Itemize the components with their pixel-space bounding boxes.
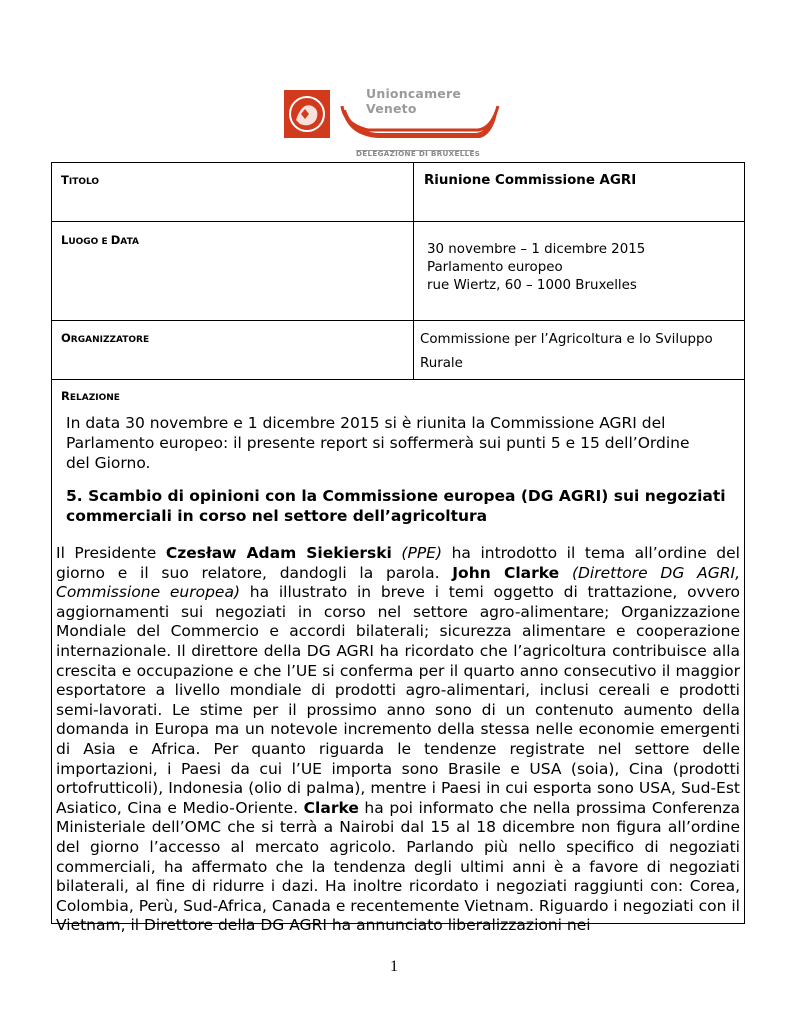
- organizer-line2: Rurale: [420, 356, 463, 371]
- title-value: Riunione Commissione AGRI: [424, 173, 637, 188]
- president-name: Czesław Adam Siekierski: [165, 544, 392, 562]
- speaker-role: (Direttore DG AGRI, Commissione europea): [56, 563, 740, 602]
- party: (PPE): [401, 544, 443, 562]
- delegation-label: DELEGAZIONE DI BRUXELLES: [356, 149, 481, 158]
- report-table: [51, 162, 745, 935]
- organizer-value: [420, 328, 713, 376]
- org-name-line2: Veneto: [366, 101, 417, 116]
- speaker-surname: Clarke: [303, 798, 359, 817]
- organizer-line1: Commissione per l’Agricoltura e lo Sviluppo: [420, 332, 713, 347]
- section-5-body: Il Presidente Czesław Adam Siekierski (PPE) ha introdotto il tema all’ordine del giorno e il suo relatore, dandogli la parola. John Clarke (Direttore DG AGRI, Commissione europea) ha illustrato in breve i temi oggetto di trattazione, ovvero aggiornamenti sui negoziati in corso nel settore agro-alimentare; Organizzazione Mondiale del Commercio e accordi bilaterali; sicurezza alimentare e cooperazione internazionale. Il direttore della DG AGRI ha ricordato che l’agricoltura contribuisce alla crescita e occupazione e che l’UE si conferma per il quarto anno consecutivo il maggior esportatore a livello mondiale di prodotti agro-alimentari, inclusi cereali e prodotti semi-lavorati. Le stime per il prossimo anno sono di un contenuto aumento della domanda in Europa ma un notevole incremento della stessa nelle economie emergenti di Asia e Africa. Per quanto riguarda le tendenze registrate nel settore delle importazioni, i Paesi da cui l’UE importa sono Brasile e USA (soia), Cina (prodotti ortofrutticoli), Indonesia (olio di palma), mentre i Paesi in cui esporta sono USA, Sud-Est Asiatico, Cina e Medio-Oriente. Clarke ha poi informato che nella prossima Conferenza Ministeriale dell’OMC che si terrà a Nairobi dal 15 al 18 dicembre non figura all’ordine del giorno l’accesso al mercato agricolo. Parlando più nello specifico di negoziati commerciali, ha affermato che la tendenza degli ultimi anni è a favore di negoziati bilaterali, al fine di ridurre i dazi. Ha inoltre ricordato i negoziati raggiunti con: Corea, Colombia, Perù, Sud-Africa, Canada e recentemente Vietnam. Riguardo i negoziati con il Vietnam, il Direttore della DG AGRI ha annunciato liberalizzazioni nei: [56, 544, 740, 935]
- page-number: 1: [390, 958, 398, 975]
- row-divider: [52, 221, 744, 222]
- date-line: 30 novembre – 1 dicembre 2015: [427, 242, 646, 257]
- title-label: TITOLO: [61, 173, 100, 187]
- section-5-title: 5. Scambio di opinioni con la Commissione europea (DG AGRI) sui negoziati commerciali in corso nel settore dell’agricoltura: [66, 487, 726, 525]
- report-label: RELAZIONE: [61, 389, 120, 403]
- place-date-value: [427, 241, 645, 295]
- place-date-label: LUOGO E DATA: [61, 233, 139, 247]
- report-intro: In data 30 novembre e 1 dicembre 2015 si è riunita la Commissione AGRI del Parlamento europeo: il presente report si soffermerà sui punti 5 e 15 dell’Ordine del Giorno.: [66, 414, 690, 472]
- row-divider: [52, 320, 744, 321]
- speaker-name: John Clarke: [452, 563, 560, 582]
- row-divider: [52, 379, 744, 380]
- column-divider: [413, 163, 414, 380]
- organizer-label: ORGANIZZATORE: [61, 331, 150, 345]
- org-name-line1: Unioncamere: [366, 86, 462, 101]
- venue-line: Parlamento europeo: [427, 260, 563, 275]
- address-line: rue Wiertz, 60 – 1000 Bruxelles: [427, 278, 637, 293]
